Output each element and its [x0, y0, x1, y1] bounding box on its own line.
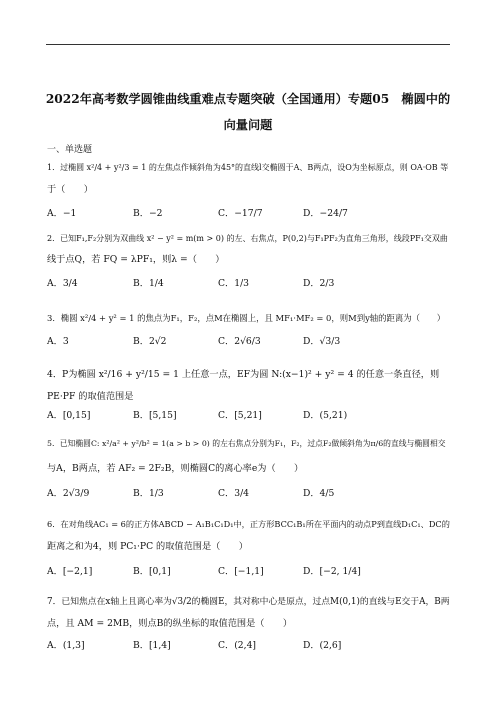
option-d: D．(2,6]	[303, 640, 342, 651]
question-3-line1: 3．椭圆 x²/4 + y² = 1 的焦点为F₁，F₂，点M在椭圆上，且 MF₁·MF₂ = 0，则M到y轴的距离为（ ）	[47, 313, 446, 323]
question-1	[47, 161, 453, 174]
question-4-line1: 4．P为椭圆 x²/16 + y²/15 = 1 上任意一点，EF为圆 N:(x−1)² + y² = 4 的任意一条直径，则	[47, 369, 440, 380]
doc-title-line2: 向量问题	[223, 118, 273, 132]
option-a: A．[−2,1]	[47, 566, 93, 577]
option-a: A．3	[47, 336, 69, 347]
question-6-line2: 距离之和为4，则 PC₁·PC 的取值范围是（ ）	[47, 541, 248, 552]
option-a: A．2√3/9	[47, 488, 90, 499]
option-a: A．(1,3]	[47, 640, 85, 651]
option-a: A．[0,15]	[47, 410, 91, 421]
header-rule	[46, 44, 450, 45]
option-b: B．2√2	[133, 336, 167, 347]
option-b: B．[5,15]	[133, 410, 177, 421]
question-2-line2: 线于点Q，若 FQ = λPF₁，则λ =（ ）	[47, 254, 225, 265]
question-1-line1: 1．过椭圆 x²/4 + y²/3 = 1 的左焦点作倾斜角为45°的直线l交椭圆于A、B两点，设O为坐标原点，则 OA·OB 等	[47, 163, 449, 172]
doc-title-line1: 2022年高考数学圆锥曲线重难点专题突破（全国通用）专题05 椭圆中的	[45, 92, 451, 106]
option-d: D．[−2, 1/4]	[303, 566, 361, 577]
option-c: C．(2,4]	[218, 640, 256, 651]
option-c: C．[−1,1]	[218, 566, 264, 577]
section-heading: 一、单选题	[47, 145, 93, 155]
question-5-line2: 与A，B两点，若 AF₂ = 2F₂B，则椭圆C的离心率e为（ ）	[47, 463, 304, 474]
question-5-line1: 5．已知椭圆C: x²/a² + y²/b² = 1(a > b > 0) 的左右焦点分别为F₁，F₂，过点F₂做倾斜角为π/6的直线与椭圆相交	[47, 439, 446, 448]
question-1-line2: 于（ ）	[47, 184, 93, 195]
option-c: C．[5,21]	[218, 410, 262, 421]
question-6-line1: 6．在对角线AC₁ = 6的正方体ABCD − A₁B₁C₁D₁中，正方形BCC₁B₁所在平面内的动点P到直线D₁C₁、DC的	[47, 519, 450, 529]
option-c: C．2√6/3	[218, 336, 261, 347]
option-b: B．[1,4]	[133, 640, 171, 651]
option-b: B．1/3	[133, 488, 164, 499]
option-c: C．1/3	[218, 278, 250, 289]
option-c: C．−17/7	[218, 208, 263, 219]
option-b: B．1/4	[133, 278, 164, 289]
question-7-line2: 点，且 AM = 2MB，则点B的纵坐标的取值范围是（ ）	[47, 618, 293, 629]
option-b: B．−2	[133, 208, 163, 219]
question-7-line1: 7．已知焦点在x轴上且离心率为√3/2的椭圆E，其对称中心是原点，过点M(0,1)的直线与E交于A，B两	[47, 597, 450, 607]
option-b: B．[0,1]	[133, 566, 171, 577]
question-4-line2: PE·PF 的取值范围是	[47, 391, 134, 402]
option-d: D．(5,21)	[303, 410, 348, 421]
option-d: D．2/3	[303, 278, 335, 289]
option-c: C．3/4	[218, 488, 250, 499]
option-a: A．−1	[47, 208, 77, 219]
option-d: D．√3/3	[303, 336, 341, 347]
option-a: A．3/4	[47, 278, 78, 289]
option-d: D．4/5	[303, 488, 335, 499]
question-2-line1: 2．已知F₁,F₂分别为双曲线 x² − y² = m(m > 0) 的左、右焦点，P(0,2)与F₁PF₂为直角三角形，线段PF₁交双曲	[47, 234, 448, 243]
option-d: D．−24/7	[303, 208, 348, 219]
